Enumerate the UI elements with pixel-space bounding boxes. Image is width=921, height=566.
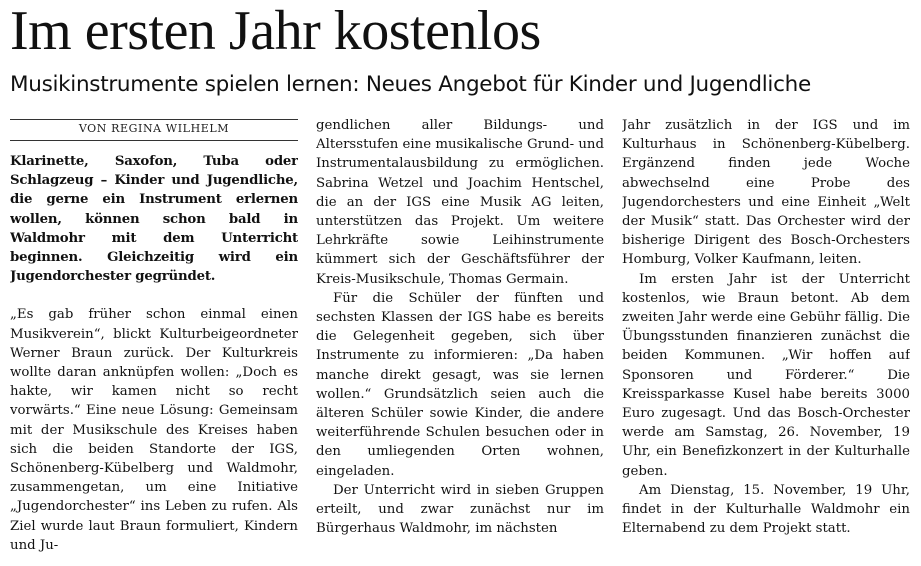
byline-rule-top — [10, 119, 298, 120]
paragraph-spacer — [10, 286, 298, 305]
article-column-2 — [316, 116, 604, 538]
body-paragraph: „Es gab früher schon einmal einen Musikverein“, blickt Kulturbeigeordneter Werner Braun zurück. Der Kulturkreis wollte daran anknüpfen wollen: „Doch es hakte, wir kamen nicht so recht vorwärts.“ Eine neue Lösung: Gemeinsam mit der Musikschule des Kreises haben sich die beiden Standorte der IGS, Schönenberg-Kübelberg und Waldmohr, zusammengetan, um eine Initiative „Jugendorchester“ ins Leben zu rufen. Als Ziel wurde laut Braun formuliert, Kindern und Ju- — [10, 307, 298, 553]
body-paragraph: Am Dienstag, 15. November, 19 Uhr, findet in der Kulturhalle Waldmohr ein Elternabend zu dem Projekt statt. — [622, 482, 910, 537]
article-column-3 — [622, 116, 910, 538]
body-paragraph-continued: Jahr zusätzlich in der IGS und im Kulturhaus in Schönenberg-Kübelberg. Ergänzend finden jede Woche abwechselnd eine Probe des Jugendorchesters und eine Einheit „Welt der Musik“ statt. Das Orchester wird der bisherige Dirigent des Bosch-Orchesters Homburg, Volker Kaufmann, leiten. — [622, 118, 910, 268]
lead-paragraph: Klarinette, Saxofon, Tuba oder Schlagzeug – Kinder und Jugendliche, die gerne ein Instrument erlernen wollen, können schon bald in Waldmohr mit dem Unterricht beginnen. Gleichzeitig wird ein Jugendorchester gegründet. — [10, 154, 298, 285]
byline: VON REGINA WILHELM — [78, 122, 230, 135]
headline: Im ersten Jahr kostenlos — [10, 0, 541, 62]
body-paragraph-continued: gendlichen aller Bildungs- und Altersstufen eine musikalische Grund- und Instrumentalausbildung zu ermöglichen. Sabrina Wetzel und Joachim Hentschel, die an der IGS eine Musik AG leiten, unterstützen das Projekt. Um weitere Lehrkräfte sowie Leihinstrumente kümmert sich der Geschäftsführer der Kreis-Musikschule, Thomas Germain. — [316, 118, 604, 287]
byline-rule-bottom — [10, 140, 298, 141]
body-paragraph: Für die Schüler der fünften und sechsten Klassen der IGS habe es bereits die Gelegenheit gegeben, sich über Instrumente zu informieren: „Da haben manche direkt gesagt, was sie lernen wollen.“ Grundsätzlich seien auch die älteren Schüler sowie Kinder, die andere weiterführende Schulen besuchen oder in den umliegenden Orten wohnen, eingeladen. — [316, 290, 604, 479]
subheadline: Musikinstrumente spielen lernen: Neues Angebot für Kinder und Jugendliche — [10, 72, 811, 97]
body-paragraph: Der Unterricht wird in sieben Gruppen erteilt, und zwar zunächst nur im Bürgerhaus Waldmohr, im nächsten — [316, 482, 604, 537]
body-paragraph: Im ersten Jahr ist der Unterricht kostenlos, wie Braun betont. Ab dem zweiten Jahr werde eine Gebühr fällig. Die Übungsstunden finanzieren zunächst die beiden Kommunen. „Wir hoffen auf Sponsoren und Förderer.“ Die Kreissparkasse Kusel habe bereits 3000 Euro zugesagt. Und das Bosch-Orchester werde am Samstag, 26. November, 19 Uhr, ein Benefizkonzert in der Kulturhalle geben. — [622, 271, 910, 479]
article-column-1 — [10, 152, 298, 555]
